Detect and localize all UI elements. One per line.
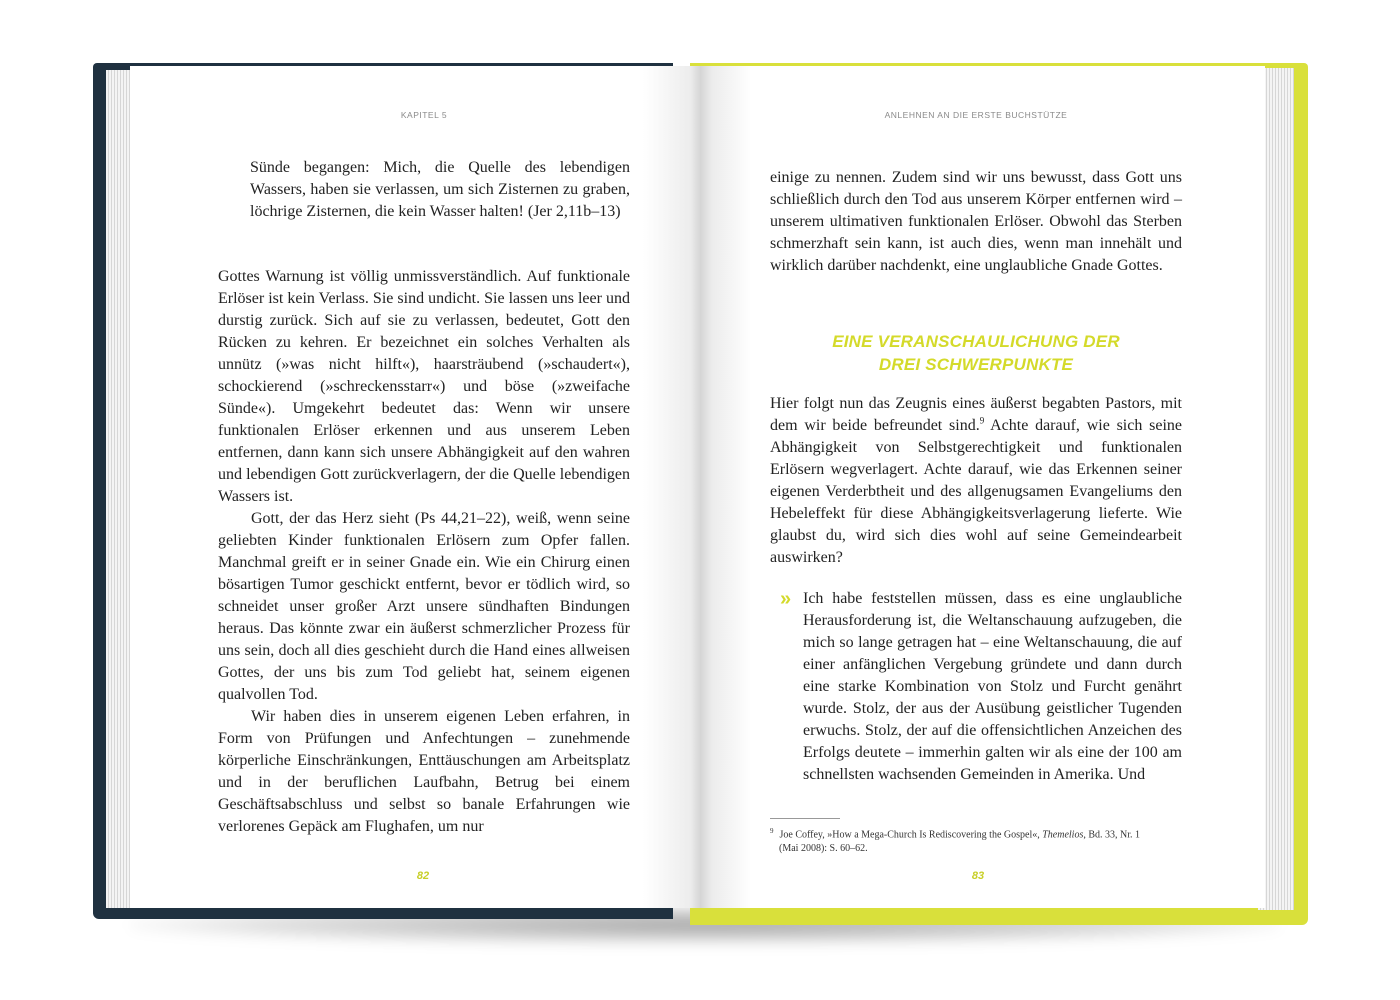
left-body-text xyxy=(218,266,630,838)
footnote xyxy=(770,824,1182,856)
footnote-text-b: , Bd. 33, Nr. 1 xyxy=(1083,829,1141,841)
book-gutter xyxy=(690,66,712,908)
left-running-head: KAPITEL 5 xyxy=(400,110,448,120)
quote-chevron-icon: » xyxy=(780,588,792,610)
left-paragraph-3: Wir haben dies in unserem eigenen Leben erfahren, in Form von Prüfungen und Anfechtungen – zunehmende körperliche Einschränkungen, Enttäuschungen am Arbeitsplatz und in der beruflichen Laufbahn, Betrug bei einem Geschäftsabschluss und selbst so banale Erfahrungen wie verlorenes Gepäck am Flughafen, um nur xyxy=(218,708,630,835)
right-running-head: ANLEHNEN AN DIE ERSTE BUCHSTÜTZE xyxy=(884,110,1068,120)
right-quote-text: Ich habe feststellen müssen, dass es eine unglaubliche Herausforderung ist, die Weltanschauung aufzugeben, die mich so lange getragen hat – eine Weltanschauung, die auf einer anfänglichen Vergebung gründete und dann durch eine starke Kombination von Stolz und Furcht genährt wurde. Stolz, der aus der Ausübung geistlicher Tugenden erwuchs. Stolz, der auf die offensichtlichen Anzeichen des Erfolgs deutete – immerhin galten wir als eine der 100 am schnellsten wachsenden Gemeinden in Amerika. Und xyxy=(803,590,1182,783)
footnote-divider xyxy=(770,818,840,819)
section-heading-line-1: EINE VERANSCHAULICHUNG DER xyxy=(832,332,1120,351)
left-paragraph-2: Gott, der das Herz sieht (Ps 44,21–22), weiß, wenn seine geliebten Kinder funktionalen Erlösern zum Opfer fallen. Manchmal greift er in seiner Gnade ein. Wie ein Chirurg einen bösartigen Tumor geschickt entfernt, bevor er tödlich wird, so schneidet unser großer Arzt unsere sündhaften Bindungen heraus. Das könnte zwar ein äußerst schmerzlicher Prozess für uns sein, doch all dies geschieht durch die Hand eines allweisen Gottes, der uns bis zum Tod geliebt hat, seinem eigenen qualvollen Tod. xyxy=(218,510,630,703)
section-heading xyxy=(770,330,1182,376)
right-block-quote xyxy=(803,588,1182,786)
left-quote-text: Sünde begangen: Mich, die Quelle des lebendigen Wassers, haben sie verlassen, um sich Zisternen zu graben, löchrige Zisternen, die kein Wasser halten! (Jer 2,11b–13) xyxy=(250,159,630,220)
left-page-number: 82 xyxy=(416,870,430,882)
right-paragraph-1: einige zu nennen. Zudem sind wir uns bewusst, dass Gott uns schließlich durch den Tod aus unserem Körper entfernen wird – unserem ultimativen funktionalen Erlöser. Obwohl das Sterben schmerzhaft sein kann, ist auch dies, wenn man innehält und wirklich darüber nachdenkt, eine unglaubliche Gnade Gottes. xyxy=(770,169,1182,274)
left-block-quote xyxy=(250,157,630,223)
left-paragraph-1: Gottes Warnung ist völlig unmissverständlich. Auf funktionale Erlöser ist kein Verlass. Sie sind undicht. Sie lassen uns leer und durstig zurück. Sich auf sie zu verlassen, bedeutet, Gott den Rücken zu kehren. Er bezeichnet ein solches Verhalten als unnütz (»was nicht hilft«), haarsträubend (»schaudert«), schockierend (»schreckensstarr«) und böse (»zweifache Sünde«). Umgekehrt bedeutet das: Wenn wir unsere funktionalen Erlöser erkennen und aus unserem Leben entfernen, dann kann sich unsere Abhängigkeit auf den wahren und lebendigen Gott zurückverlagern, der die Quelle lebendigen Wassers ist. xyxy=(218,268,630,505)
right-top-paragraph xyxy=(770,167,1182,277)
section-heading-line-2: DREI SCHWERPUNKTE xyxy=(878,355,1074,374)
footnote-number: 9 xyxy=(770,827,774,835)
footnote-journal: Themelios xyxy=(1042,829,1084,841)
right-mid-paragraph xyxy=(770,393,1182,569)
footnote-text-c: (Mai 2008): S. 60–62. xyxy=(779,843,868,855)
footnote-reference: 9 xyxy=(979,415,985,426)
right-page-number: 83 xyxy=(971,870,985,882)
footnote-text-a: Joe Coffey, »How a Mega-Church Is Rediscovering the Gospel«, xyxy=(779,829,1043,841)
right-paragraph-2-part-b: Achte darauf, wie sich seine Abhängigkeit von Selbstgerechtigkeit und funktionalen Erlösern wegverlagert. Achte darauf, wie das Erkennen seiner eigenen Verderbtheit und des allgenugsamen Evangeliums den Hebeleffekt für diese Abhängigkeitsverlagerung lieferte. Wie glaubst du, wird sich dies wohl auf seine Gemeindearbeit auswirken? xyxy=(770,417,1182,566)
right-paragraph-2 xyxy=(770,393,1182,569)
right-paragraph-2-part-a: Hier folgt nun das Zeugnis eines äußerst begabten Pastors, mit dem wir beide befreundet sind. xyxy=(770,395,1182,434)
